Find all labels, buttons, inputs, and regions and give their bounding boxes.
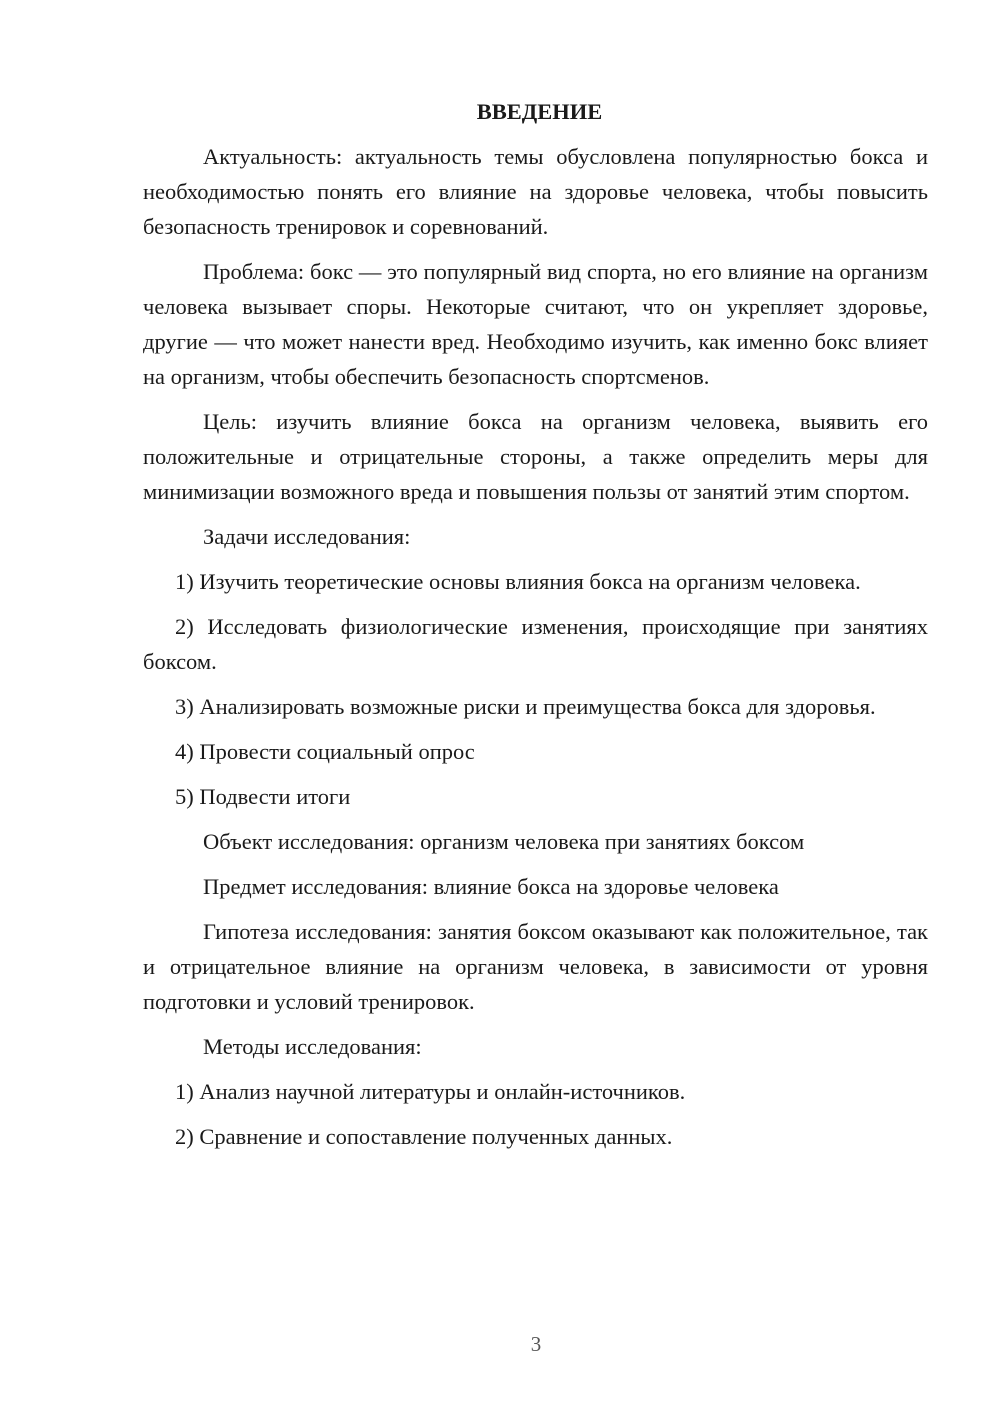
paragraph-hypothesis: Гипотеза исследования: занятия боксом оказывают как положительное, так и отрицательное влияние на организм человека, в зависимости от уровня подготовки и условий тренировок. [143, 919, 928, 1014]
method-item-1: 1) Анализ научной литературы и онлайн-источников. [175, 1079, 686, 1104]
method-item-2: 2) Сравнение и сопоставление полученных данных. [175, 1124, 673, 1149]
section-heading: ВВЕДЕНИЕ [476, 99, 603, 124]
page-content [143, 94, 928, 1164]
page-number: 3 [530, 1332, 542, 1356]
paragraph-relevance: Актуальность: актуальность темы обусловлена популярностью бокса и необходимостью понять его влияние на здоровье человека, чтобы повысить безопасность тренировок и соревнований. [143, 144, 928, 239]
methods-title: Методы исследования: [203, 1034, 422, 1059]
task-item-4: 4) Провести социальный опрос [175, 739, 475, 764]
tasks-title: Задачи исследования: [203, 524, 411, 549]
task-item-2: 2) Исследовать физиологические изменения, происходящие при занятиях боксом. [143, 614, 928, 674]
task-item-5: 5) Подвести итоги [175, 784, 351, 809]
paragraph-object: Объект исследования: организм человека при занятиях боксом [203, 829, 805, 854]
paragraph-problem: Проблема: бокс — это популярный вид спорта, но его влияние на организм человека вызывает споры. Некоторые считают, что он укрепляет здоровье, другие — что может нанести вред. Необходимо изучить, как именно бокс влияет на организм, чтобы обеспечить безопасность спортсменов. [143, 259, 928, 389]
task-item-1: 1) Изучить теоретические основы влияния бокса на организм человека. [175, 569, 861, 594]
paragraph-subject: Предмет исследования: влияние бокса на здоровье человека [203, 874, 779, 899]
paragraph-goal: Цель: изучить влияние бокса на организм человека, выявить его положительные и отрицательные стороны, а также определить меры для минимизации возможного вреда и повышения пользы от занятий этим спортом. [143, 409, 928, 504]
task-item-3: 3) Анализировать возможные риски и преимущества бокса для здоровья. [175, 694, 876, 719]
